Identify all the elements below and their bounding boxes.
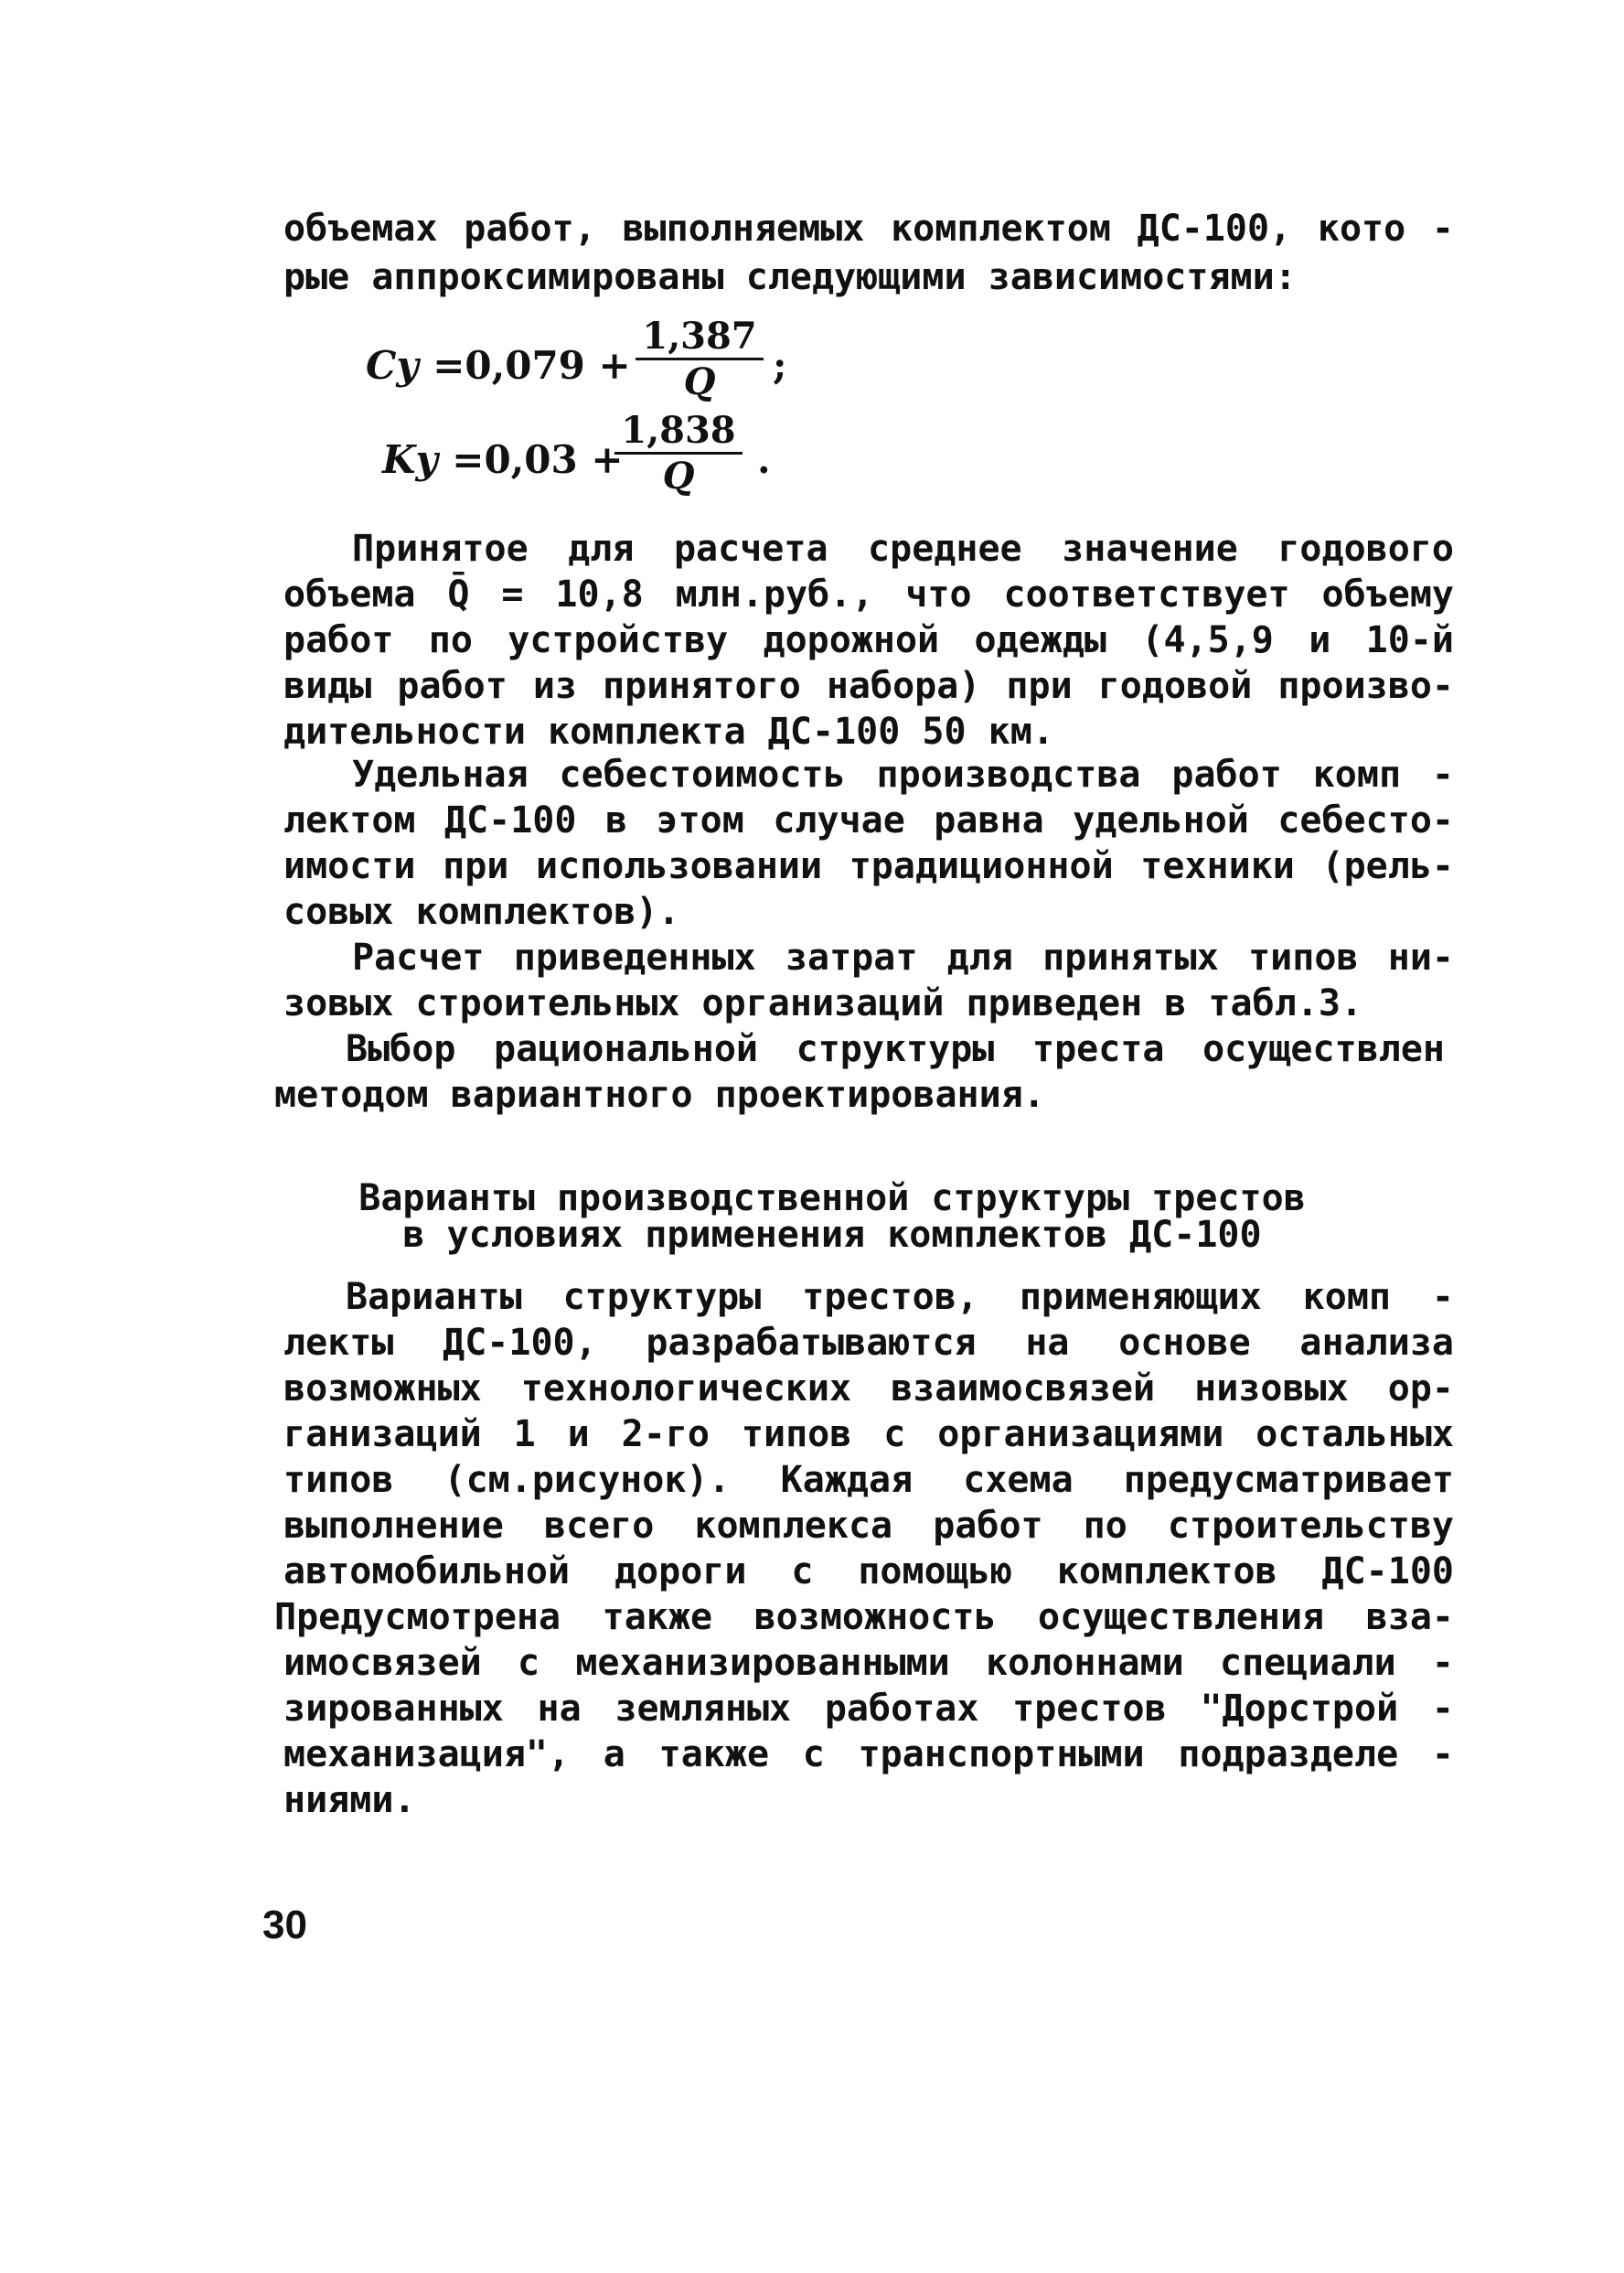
para4-line-1: Выбор рациональной структуры треста осуществлен [346, 1028, 1445, 1070]
para2-line-2: лектом ДС-100 в этом случае равна удельной себесто- [283, 799, 1454, 842]
para1-line-2: объема Q̄ = 10,8 млн.руб., что соответствует объему [283, 574, 1454, 616]
formula-2-mid: =0,03 + [452, 437, 624, 482]
para5-line-5: типов (см.рисунок). Каждая схема предусматривает [283, 1459, 1454, 1501]
formula-2-lhs: Kу [382, 437, 439, 482]
para5-line-12: ниями. [283, 1779, 416, 1821]
formula-2-denominator: Q [662, 455, 695, 498]
page-number: 30 [262, 1903, 307, 1947]
para5-line-10: зированных на земляных работах трестов "Дорстрой - [283, 1688, 1454, 1730]
para1-line-5: дительности комплекта ДС-100 50 км. [283, 711, 1054, 753]
para5-line-7: автомобильной дороги с помощью комплектов ДС-100 [283, 1550, 1454, 1592]
para1-line-3: работ по устройству дорожной одежды (4,5,9 и 10-й [283, 619, 1454, 661]
para5-line-1: Варианты структуры трестов, применяющих комп - [346, 1276, 1454, 1318]
formula-1-end: ; [773, 343, 787, 388]
para5-line-4: ганизаций 1 и 2-го типов с организациями остальных [283, 1413, 1454, 1455]
formula-1-numerator: 1,387 [636, 316, 764, 360]
formula-2-end: . [757, 437, 771, 482]
intro-line-1: объемах работ, выполняемых комплектом ДС-100, кото - [283, 208, 1454, 250]
para5-line-6: выполнение всего комплекса работ по строительству [283, 1505, 1454, 1547]
intro-line-2: рые аппроксимированы следующими зависимостями: [283, 256, 1297, 298]
section-heading-line-2: в условиях применения комплектов ДС-100 [402, 1214, 1262, 1256]
para2-line-3: имости при использовании традиционной техники (рель- [283, 845, 1454, 887]
para3-line-2: зовых строительных организаций приведен в табл.3. [283, 982, 1363, 1024]
formula-2-numerator: 1,838 [614, 410, 743, 455]
para5-line-3: возможных технологических взаимосвязей низовых ор- [283, 1367, 1454, 1410]
para5-line-8: Предусмотрена также возможность осуществления вза- [274, 1596, 1454, 1638]
para5-line-9: имосвязей с механизированными колоннами специали - [283, 1642, 1454, 1684]
para1-line-4: виды работ из принятого набора) при годовой произво- [283, 665, 1454, 707]
para2-line-1: Удельная себестоимость производства работ комп - [352, 754, 1454, 796]
para2-line-4: совых комплектов). [283, 891, 680, 933]
formula-1-denominator: Q [683, 360, 716, 403]
para5-line-2: лекты ДС-100, разрабатываются на основе анализа [283, 1322, 1454, 1364]
para5-line-11: механизация", а также с транспортными подразделе - [283, 1733, 1454, 1775]
formula-1-lhs: Cу [366, 343, 420, 388]
formula-1-mid: =0,079 + [433, 343, 631, 388]
para4-line-2: методом вариантного проектирования. [274, 1074, 1045, 1116]
para1-line-1: Принятое для расчета среднее значение годового [352, 528, 1454, 570]
section-heading-line-1: Варианты производственной структуры трестов [358, 1177, 1306, 1219]
para3-line-1: Расчет приведенных затрат для принятых типов ни- [352, 937, 1454, 979]
